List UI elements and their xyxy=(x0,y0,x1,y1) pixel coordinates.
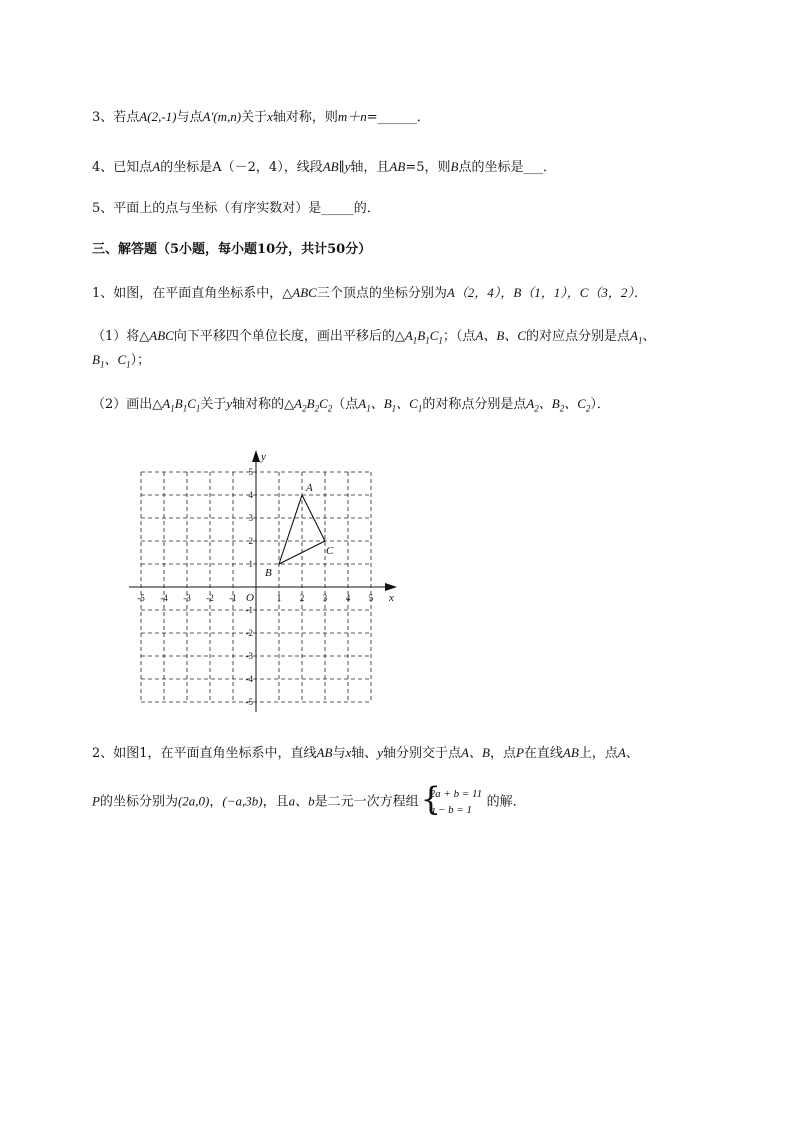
p1-text: 三个顶点的坐标分别为 xyxy=(316,286,447,301)
p2-vars: a、b xyxy=(288,793,315,809)
q4-segment: AB xyxy=(389,159,406,174)
p1a-c1: 、$C_1$ xyxy=(104,352,131,370)
q3-axis: x xyxy=(267,109,273,124)
y-tick-label: 5 xyxy=(248,467,253,477)
q4-coord: A（－2，4） xyxy=(212,160,284,175)
point-a-prime: A′(m,n) xyxy=(202,109,242,124)
p1-coord-c: C（3，2）． xyxy=(579,285,647,300)
p1b-triangle-1: $A_1B_1C_1$ xyxy=(162,396,201,414)
q4-point: B xyxy=(450,159,459,174)
p1a-text: （1）将△ xyxy=(92,329,150,344)
q4-parallel: ∥ xyxy=(338,160,345,175)
question-3 xyxy=(92,108,430,127)
p2-text: 的坐标分别为 xyxy=(99,794,178,810)
q4-blank: 点的坐标是___． xyxy=(458,160,556,175)
p1a-text: ）； xyxy=(130,353,151,368)
p1-text: 1、如图，在平面直角坐标系中，△ xyxy=(92,286,293,301)
q4-axis: y xyxy=(344,159,351,174)
problem-1-part-2 xyxy=(92,395,610,418)
triangle-abc xyxy=(265,482,334,579)
q3-number: 3、 xyxy=(92,110,114,125)
q5-text: 5、平面上的点与坐标（有序实数对）是_____的． xyxy=(92,201,380,216)
section-heading xyxy=(92,241,371,259)
equation-1: 2a + b = 11 xyxy=(429,788,483,800)
problem-1 xyxy=(92,284,647,303)
x-axis-arrow-icon xyxy=(385,583,397,591)
x-tick-label: -4 xyxy=(160,593,168,603)
q3-blank: =______． xyxy=(366,110,430,125)
p2-text: 的解． xyxy=(486,794,526,810)
p1a-text: ；（点 xyxy=(442,329,476,344)
p1-coord-a: A（2，4）， xyxy=(446,285,514,300)
p1b-points-2: $A_2$、$B_2$、$C_2$ xyxy=(526,396,591,414)
q4-text: 的坐标是 xyxy=(160,160,213,175)
p2-text: 与 xyxy=(332,746,346,761)
question-5 xyxy=(92,200,380,218)
p1a-b1: $B_1$ xyxy=(92,352,105,370)
p1b-text: 的对称点分别是点 xyxy=(422,397,527,412)
vertex-label-c: C xyxy=(326,545,334,557)
p2-text: 是二元一次方程组 xyxy=(314,794,419,810)
p2-text: 、 xyxy=(625,746,639,761)
coordinate-grid xyxy=(100,445,410,715)
p1a-a1: $A_1$ xyxy=(630,328,643,346)
p1a-points: A、B、C xyxy=(475,328,526,343)
p2-line: AB xyxy=(562,745,579,760)
p2-text: 上，点 xyxy=(578,746,618,761)
x-tick-label: 2 xyxy=(299,593,305,603)
y-tick-label: -5 xyxy=(245,697,253,707)
axes xyxy=(129,450,397,712)
q4-text: 已知点 xyxy=(113,160,153,175)
problem-1-part-1 xyxy=(92,327,655,350)
equation-2: a − b = 1 xyxy=(429,804,472,816)
y-tick-label: -1 xyxy=(245,605,253,615)
p1a-triangle-1: $A_1B_1C_1$ xyxy=(404,328,443,346)
x-axis-label: x xyxy=(389,592,394,604)
p2-points: A、B xyxy=(461,745,490,760)
p1b-text: 关于 xyxy=(200,397,227,412)
x-tick-label: -1 xyxy=(229,593,237,603)
p1a-text: 的对应点分别是点 xyxy=(526,329,631,344)
brace-icon: { xyxy=(420,780,441,818)
q4-number: 4、 xyxy=(92,160,114,175)
origin-label: O xyxy=(246,592,254,604)
problem-1-part-1-cont xyxy=(92,351,150,374)
x-tick-label: 3 xyxy=(322,593,328,603)
p2-text: 在直线 xyxy=(523,746,563,761)
x-tick-label: -3 xyxy=(183,593,191,603)
p2-text: 轴分别交于点 xyxy=(383,746,462,761)
section-heading-text: 三、解答题（5小题，每小题10分，共计50分） xyxy=(92,242,372,257)
p1b-text: 轴对称的△ xyxy=(232,397,295,412)
y-tick-label: 4 xyxy=(248,490,253,500)
q3-text: 若点 xyxy=(113,110,140,125)
p1a-text: 、 xyxy=(642,329,656,344)
x-tick-label: 4 xyxy=(345,593,351,603)
p2-point: P xyxy=(92,793,100,809)
p2-point: P xyxy=(515,745,524,760)
q4-segment: AB xyxy=(322,159,339,174)
p1-triangle: ABC xyxy=(292,285,317,300)
p2-coord-a: (2a,0) xyxy=(177,793,210,809)
q3-text: 关于 xyxy=(241,110,268,125)
vertex-label-b: B xyxy=(265,567,272,579)
y-tick-label: 1 xyxy=(248,559,253,569)
q4-point: A xyxy=(152,159,161,174)
p1b-text: （点 xyxy=(332,397,359,412)
p1b-text: ）． xyxy=(590,397,610,412)
y-axis-label: y xyxy=(261,451,266,463)
y-tick-label: 2 xyxy=(248,536,253,546)
y-tick-label: 3 xyxy=(248,513,253,523)
p2-point: A xyxy=(617,745,626,760)
question-4 xyxy=(92,158,556,177)
x-tick-label: 1 xyxy=(276,593,282,603)
y-tick-label: -3 xyxy=(245,651,253,661)
y-axis-arrow-icon xyxy=(252,450,260,462)
p1a-text: 向下平移四个单位长度，画出平移后的△ xyxy=(173,329,405,344)
p2-text: ，且 xyxy=(262,794,289,810)
x-tick-label: 5 xyxy=(368,593,374,603)
y-tick-label: -2 xyxy=(245,628,253,638)
p2-axis: x xyxy=(345,745,352,760)
x-tick-label: -2 xyxy=(206,593,214,603)
q4-text: 轴，且 xyxy=(350,160,390,175)
p2-text: 轴、 xyxy=(351,746,378,761)
p2-text: ， xyxy=(209,794,223,810)
q3-text: 与点 xyxy=(176,110,203,125)
y-tick-label: -4 xyxy=(245,674,253,684)
p2-text: 2、如图1，在平面直角坐标系中，直线 xyxy=(92,746,317,761)
q4-text: =5，则 xyxy=(405,160,451,175)
problem-2 xyxy=(92,744,639,763)
p1a-triangle: ABC xyxy=(149,328,174,343)
p1b-triangle-2: $A_2B_2C_2$ xyxy=(294,396,333,414)
point-a: A(2,-1) xyxy=(139,109,177,124)
p2-line: AB xyxy=(316,745,333,760)
x-tick-label: -5 xyxy=(137,593,145,603)
p2-coord-p: (−a,3b) xyxy=(222,793,263,809)
q3-text: 轴对称，则 xyxy=(272,110,338,125)
p1-coord-b: B（1，1）， xyxy=(513,285,580,300)
vertex-label-a: A xyxy=(306,482,313,494)
p2-text: ，点 xyxy=(489,746,516,761)
p1b-axis: y xyxy=(226,396,233,411)
p1b-points-1: $A_1$、$B_1$、$C_1$ xyxy=(358,396,423,414)
problem-2-cont xyxy=(92,780,526,818)
equation-system xyxy=(420,780,487,818)
q4-text: ，线段 xyxy=(283,160,323,175)
p2-axis: y xyxy=(377,745,384,760)
p1b-text: （2）画出△ xyxy=(92,397,163,412)
q3-expression: m＋n xyxy=(337,109,367,124)
